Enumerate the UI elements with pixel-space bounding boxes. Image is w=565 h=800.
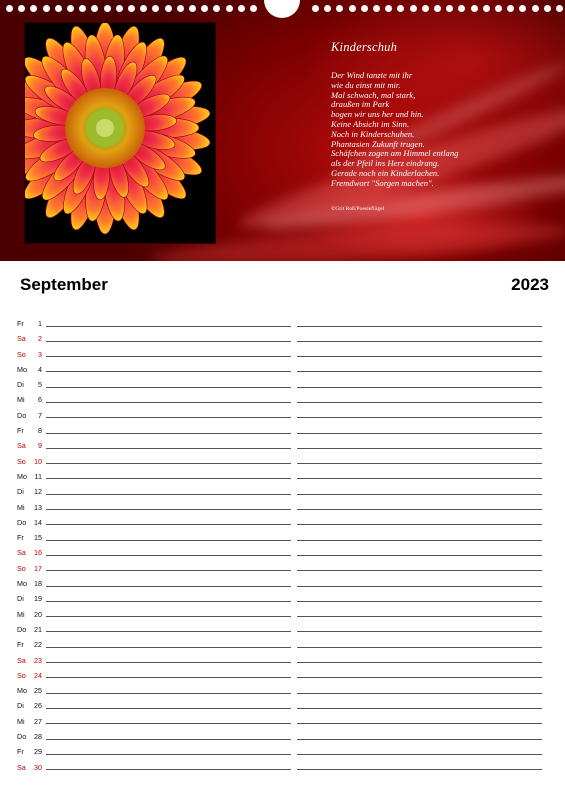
flower-photo	[24, 22, 216, 244]
binding-hole	[446, 5, 453, 12]
weekday-label: Mi	[17, 716, 25, 726]
day-number: 27	[34, 716, 42, 726]
weekday-label: Do	[17, 732, 27, 742]
day-number: 5	[38, 380, 42, 390]
write-line-right	[297, 524, 542, 525]
write-line-right	[297, 326, 542, 327]
poem-text	[331, 71, 556, 189]
binding-hole	[165, 5, 172, 12]
write-line-left	[46, 371, 291, 372]
weekday-label: Di	[17, 380, 24, 390]
binding-hole	[238, 5, 245, 12]
write-line-left	[46, 341, 291, 342]
poem-title: Kinderschuh	[331, 40, 398, 54]
weekday-label: Fr	[17, 426, 24, 436]
binding-hole	[226, 5, 233, 12]
write-line-left	[46, 693, 291, 694]
day-number: 26	[34, 701, 42, 711]
header-banner	[0, 0, 565, 261]
write-line-right	[297, 494, 542, 495]
day-number: 1	[38, 319, 42, 328]
day-row	[0, 346, 565, 361]
day-number: 24	[34, 670, 42, 680]
write-line-right	[297, 555, 542, 556]
day-row	[0, 667, 565, 682]
weekday-label: Mi	[17, 395, 25, 405]
day-row	[0, 636, 565, 651]
day-number: 9	[38, 441, 42, 451]
write-line-right	[297, 478, 542, 479]
binding-hole	[55, 5, 62, 12]
write-line-left	[46, 708, 291, 709]
binding-hole	[250, 5, 257, 12]
write-line-right	[297, 647, 542, 648]
write-line-left	[46, 739, 291, 740]
weekday-label: Sa	[17, 762, 26, 772]
write-line-left	[46, 417, 291, 418]
binding-hole	[104, 5, 111, 12]
poem-line: Noch in Kinderschuhen.	[331, 128, 415, 139]
binding-hole	[495, 5, 502, 12]
write-line-right	[297, 540, 542, 541]
write-line-left	[46, 524, 291, 525]
write-line-right	[297, 417, 542, 418]
poem-line: Phantasien Zukunft trugen.	[331, 138, 425, 149]
write-line-left	[46, 463, 291, 464]
weekday-label: Di	[17, 594, 24, 604]
day-number: 14	[34, 517, 42, 527]
day-row	[0, 376, 565, 391]
day-row	[0, 453, 565, 468]
write-line-left	[46, 494, 291, 495]
write-line-right	[297, 662, 542, 663]
write-line-right	[297, 723, 542, 724]
day-number: 17	[34, 563, 42, 573]
day-row	[0, 529, 565, 544]
weekday-label: Di	[17, 701, 24, 711]
write-line-left	[46, 647, 291, 648]
poem-line: Schäfchen zogen am Himmel entlang	[331, 148, 459, 159]
write-line-right	[297, 631, 542, 632]
poem-line: Gerade noch ein Kinderlachen.	[331, 167, 440, 178]
day-number: 16	[34, 548, 42, 558]
weekday-label: So	[17, 456, 26, 466]
day-row	[0, 652, 565, 667]
weekday-label: Sa	[17, 441, 26, 451]
binding-hole	[471, 5, 478, 12]
day-number: 6	[38, 395, 42, 405]
binding-hole	[385, 5, 392, 12]
binding-hole	[152, 5, 159, 12]
day-number: 20	[34, 609, 42, 619]
write-line-left	[46, 631, 291, 632]
day-number: 22	[34, 640, 42, 650]
binding-hole	[324, 5, 331, 12]
write-line-right	[297, 601, 542, 602]
weekday-label: Mo	[17, 364, 27, 374]
write-line-left	[46, 402, 291, 403]
day-row	[0, 330, 565, 345]
binding-hole	[128, 5, 135, 12]
binding-hole	[18, 5, 25, 12]
write-line-right	[297, 402, 542, 403]
day-row	[0, 621, 565, 636]
write-line-left	[46, 356, 291, 357]
day-row	[0, 422, 565, 437]
weekday-label: Do	[17, 517, 27, 527]
poem-block	[331, 40, 556, 212]
day-number: 30	[34, 762, 42, 772]
day-row	[0, 697, 565, 712]
binding-hole	[91, 5, 98, 12]
binding-hole	[458, 5, 465, 12]
weekday-label: Mi	[17, 609, 25, 619]
day-number: 23	[34, 655, 42, 665]
weekday-label: Fr	[17, 640, 24, 650]
binding-hole	[349, 5, 356, 12]
write-line-right	[297, 463, 542, 464]
binding-hole	[140, 5, 147, 12]
flower-disc-core	[96, 119, 114, 137]
write-line-right	[297, 387, 542, 388]
write-line-right	[297, 739, 542, 740]
hanger-hole	[264, 0, 300, 18]
write-line-left	[46, 540, 291, 541]
write-line-right	[297, 708, 542, 709]
day-row	[0, 361, 565, 376]
weekday-label: Sa	[17, 548, 26, 558]
write-line-right	[297, 693, 542, 694]
day-number: 21	[34, 624, 42, 634]
write-line-right	[297, 448, 542, 449]
write-line-right	[297, 769, 542, 770]
write-line-left	[46, 586, 291, 587]
poem-line: Keine Absicht im Sinn.	[331, 118, 410, 129]
weekday-label: Mo	[17, 686, 27, 696]
month-title: September	[20, 275, 108, 294]
write-line-right	[297, 433, 542, 434]
day-row	[0, 407, 565, 422]
binding-hole	[189, 5, 196, 12]
day-number: 19	[34, 594, 42, 604]
write-line-left	[46, 616, 291, 617]
weekday-label: Do	[17, 624, 27, 634]
poem-credit: ©Grit Roß/Poesieflügel	[331, 205, 385, 212]
binding-hole	[201, 5, 208, 12]
day-number: 15	[34, 533, 42, 543]
write-line-right	[297, 616, 542, 617]
binding-hole	[43, 5, 50, 12]
write-line-right	[297, 677, 542, 678]
write-line-left	[46, 433, 291, 434]
write-line-left	[46, 570, 291, 571]
binding-hole	[422, 5, 429, 12]
gerbera-flower-image	[25, 23, 215, 243]
weekday-label: Mi	[17, 502, 25, 512]
binding-hole	[177, 5, 184, 12]
write-line-right	[297, 570, 542, 571]
day-row	[0, 391, 565, 406]
binding-hole	[373, 5, 380, 12]
binding-hole	[116, 5, 123, 12]
day-row	[0, 713, 565, 728]
write-line-left	[46, 769, 291, 770]
binding-hole	[67, 5, 74, 12]
weekday-label: Sa	[17, 655, 26, 665]
weekday-label: Fr	[17, 747, 24, 757]
day-row	[0, 606, 565, 621]
day-row	[0, 437, 565, 452]
write-line-left	[46, 509, 291, 510]
weekday-label: Fr	[17, 533, 24, 543]
write-line-left	[46, 677, 291, 678]
binding-hole	[507, 5, 514, 12]
write-line-left	[46, 723, 291, 724]
binding-hole	[434, 5, 441, 12]
poem-line: wie du einst mit mir.	[331, 79, 401, 90]
day-row	[0, 590, 565, 605]
binding-hole	[30, 5, 37, 12]
day-number: 7	[38, 410, 42, 420]
day-row	[0, 743, 565, 758]
day-row	[0, 560, 565, 575]
weekday-label: Do	[17, 410, 27, 420]
binding-hole	[556, 5, 563, 12]
day-row	[0, 575, 565, 590]
binding-hole	[361, 5, 368, 12]
write-line-right	[297, 754, 542, 755]
day-row	[0, 499, 565, 514]
poem-line: Mal schwach, mal stark,	[331, 89, 416, 100]
binding-hole	[336, 5, 343, 12]
write-line-left	[46, 754, 291, 755]
day-row	[0, 514, 565, 529]
weekday-label: So	[17, 563, 26, 573]
write-line-right	[297, 371, 542, 372]
write-line-right	[297, 586, 542, 587]
weekday-label: Sa	[17, 334, 26, 344]
write-line-right	[297, 356, 542, 357]
day-row	[0, 315, 565, 330]
weekday-label: Fr	[17, 319, 24, 328]
binding-hole	[532, 5, 539, 12]
write-line-left	[46, 326, 291, 327]
weekday-label: Mo	[17, 579, 27, 589]
poem-line: Der Wind tanzte mit ihr	[331, 70, 413, 80]
day-number: 29	[34, 747, 42, 757]
day-number: 3	[38, 349, 42, 359]
weekday-label: Di	[17, 487, 24, 497]
write-line-left	[46, 601, 291, 602]
day-row	[0, 728, 565, 743]
day-row	[0, 483, 565, 498]
binding-hole	[483, 5, 490, 12]
day-number: 8	[38, 426, 42, 436]
day-number: 25	[34, 686, 42, 696]
day-number: 4	[38, 364, 42, 374]
weekday-label: So	[17, 670, 26, 680]
day-number: 10	[34, 456, 42, 466]
binding-hole	[79, 5, 86, 12]
day-row	[0, 544, 565, 559]
day-row	[0, 759, 565, 774]
weekday-label: So	[17, 349, 26, 359]
write-line-right	[297, 509, 542, 510]
day-number: 13	[34, 502, 42, 512]
day-row	[0, 682, 565, 697]
write-line-left	[46, 662, 291, 663]
binding-hole	[6, 5, 13, 12]
binding-hole	[312, 5, 319, 12]
write-line-left	[46, 555, 291, 556]
write-line-right	[297, 341, 542, 342]
day-row	[0, 468, 565, 483]
poem-line: Fremdwort "Sorgen machen".	[331, 177, 434, 188]
binding-hole	[544, 5, 551, 12]
day-number: 18	[34, 579, 42, 589]
write-line-left	[46, 448, 291, 449]
write-line-left	[46, 387, 291, 388]
binding-hole	[397, 5, 404, 12]
weekday-label: Mo	[17, 471, 27, 481]
day-number: 2	[38, 334, 42, 344]
year-title: 2023	[511, 275, 549, 294]
day-number: 28	[34, 732, 42, 742]
write-line-left	[46, 478, 291, 479]
poem-line: draußen im Park	[331, 99, 390, 110]
binding-hole	[519, 5, 526, 12]
day-number: 11	[34, 471, 42, 481]
day-number: 12	[34, 487, 42, 497]
spiral-binding	[0, 0, 565, 20]
poem-line: als der Pfeil ins Herz eindrang.	[331, 158, 440, 169]
day-list	[0, 315, 565, 774]
binding-hole	[213, 5, 220, 12]
poem-line: bogen wir uns her und hin.	[331, 109, 424, 120]
binding-hole	[410, 5, 417, 12]
